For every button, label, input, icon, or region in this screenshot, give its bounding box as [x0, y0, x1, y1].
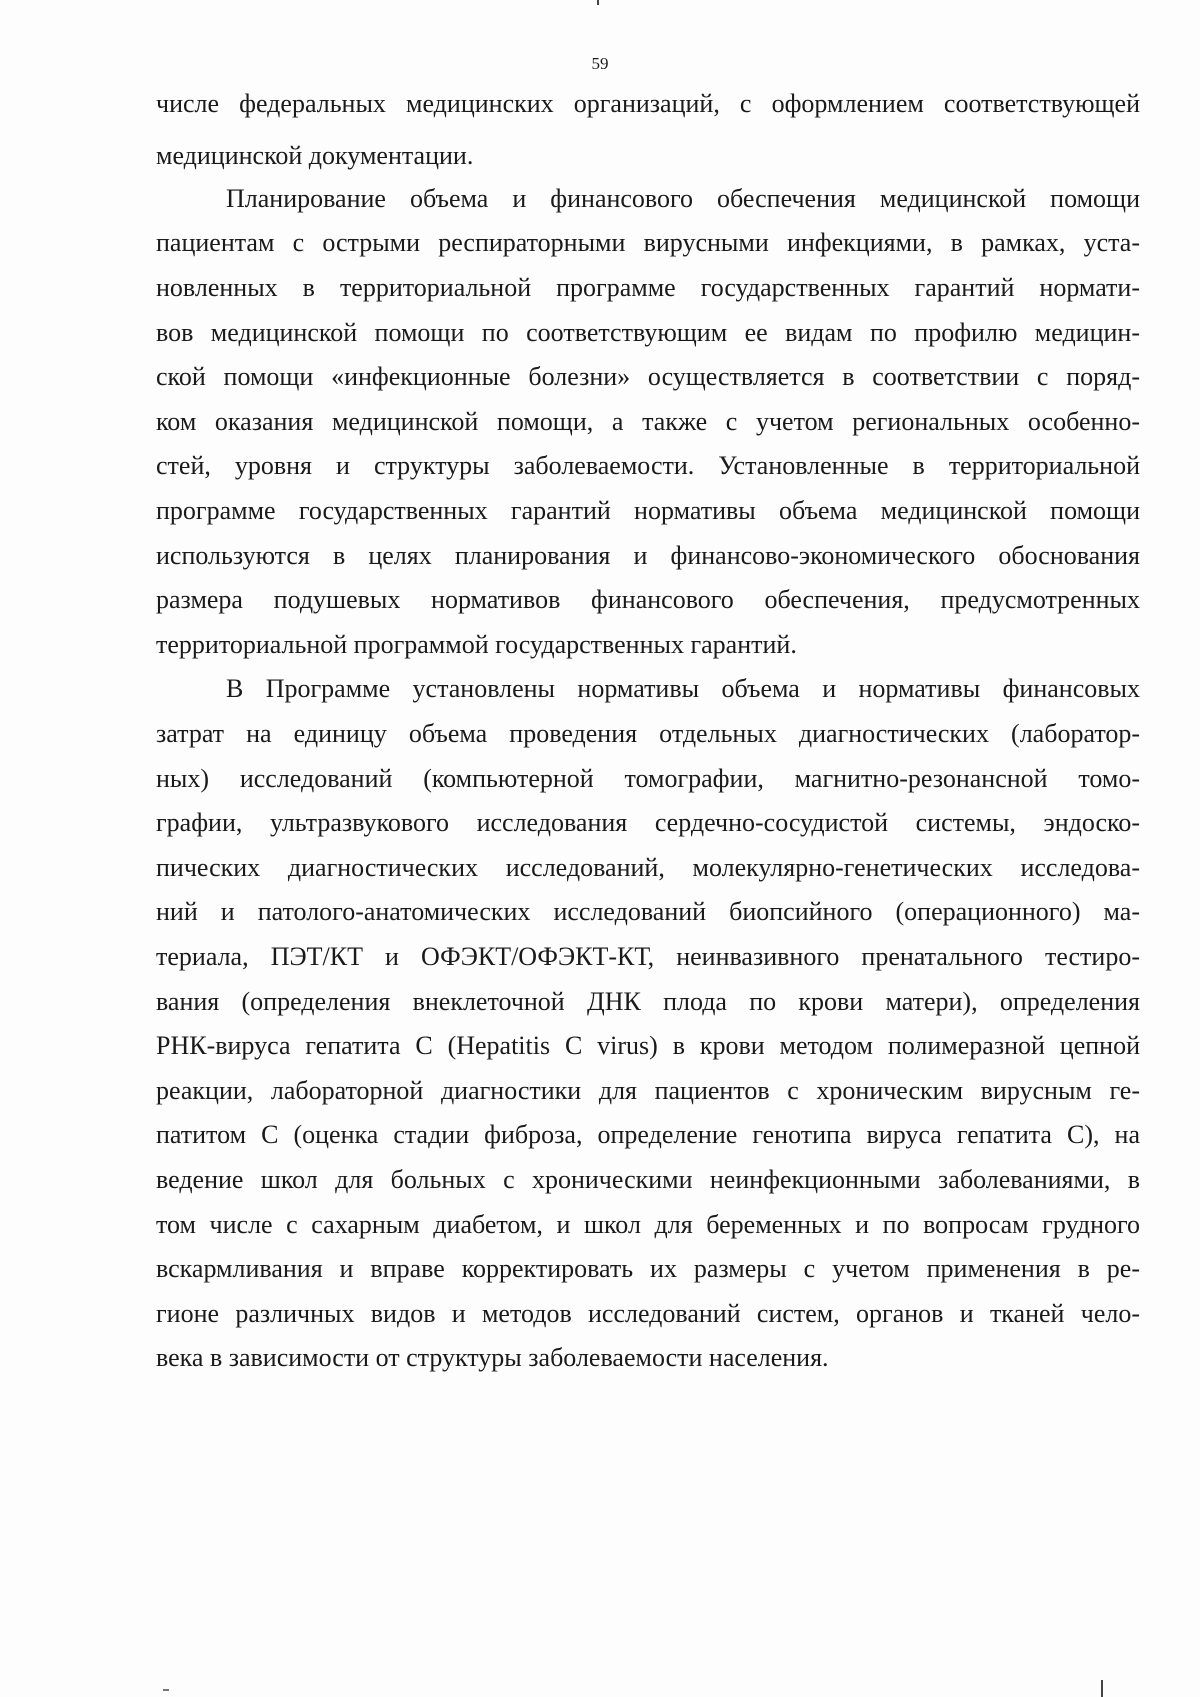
- text-line: медицинской документации.: [156, 141, 474, 170]
- text-line: территориальной программой государственных гарантий.: [156, 630, 797, 659]
- text-line: вания (определения внеклеточной ДНК плода по крови матери), определения: [156, 987, 1140, 1016]
- text-line: том числе с сахарным диабетом, и школ для беременных и по вопросам грудного: [156, 1210, 1140, 1239]
- text-line: гионе различных видов и методов исследований систем, органов и тканей чело-: [156, 1299, 1140, 1328]
- text-line: размера подушевых нормативов финансового обеспечения, предусмотренных: [156, 585, 1140, 614]
- text-line: программе государственных гарантий нормативы объема медицинской помощи: [156, 496, 1140, 525]
- text-line: пациентам с острыми респираторными вирусными инфекциями, в рамках, уста-: [156, 228, 1140, 257]
- text-line: графии, ультразвукового исследования сердечно-сосудистой системы, эндоско-: [156, 808, 1140, 837]
- text-line: пических диагностических исследований, молекулярно-генетических исследова-: [156, 853, 1140, 882]
- text-line: ком оказания медицинской помощи, а также с учетом региональных особенно-: [156, 407, 1140, 436]
- text-line: патитом С (оценка стадии фиброза, определение генотипа вируса гепатита С), на: [156, 1120, 1140, 1149]
- text-line: РНК-вируса гепатита С (Hepatitis C virus) в крови методом полимеразной цепной: [156, 1031, 1140, 1060]
- text-line: реакции, лабораторной диагностики для пациентов с хроническим вирусным ге-: [156, 1076, 1140, 1105]
- text-line: ской помощи «инфекционные болезни» осуществляется в соответствии с поряд-: [156, 362, 1140, 391]
- page-number: 59: [591, 54, 609, 73]
- text-line: Планирование объема и финансового обеспечения медицинской помощи: [226, 184, 1140, 213]
- text-line: века в зависимости от структуры заболеваемости населения.: [156, 1343, 829, 1372]
- text-line: вов медицинской помощи по соответствующим ее видам по профилю медицин-: [156, 318, 1140, 347]
- text-line: териала, ПЭТ/КТ и ОФЭКТ/ОФЭКТ-КТ, неинвазивного пренатального тестиро-: [156, 942, 1140, 971]
- text-line: числе федеральных медицинских организаций, с оформлением соответствующей: [156, 89, 1140, 118]
- scan-mark-bottom-left: [163, 1689, 169, 1691]
- scan-mark-top: [597, 0, 599, 5]
- scan-mark-bottom-right: [1101, 1680, 1103, 1697]
- text-line: вскармливания и вправе корректировать их размеры с учетом применения в ре-: [156, 1254, 1140, 1283]
- text-line: стей, уровня и структуры заболеваемости. Установленные в территориальной: [156, 451, 1140, 480]
- text-line: используются в целях планирования и финансово-экономического обоснования: [156, 541, 1140, 570]
- text-line: затрат на единицу объема проведения отдельных диагностических (лаборатор-: [156, 719, 1140, 748]
- text-line: новленных в территориальной программе государственных гарантий нормати-: [156, 273, 1140, 302]
- text-line: ний и патолого-анатомических исследований биопсийного (операционного) ма-: [156, 897, 1140, 926]
- text-line: ных) исследований (компьютерной томографии, магнитно-резонансной томо-: [156, 764, 1140, 793]
- text-line: ведение школ для больных с хроническими неинфекционными заболеваниями, в: [156, 1165, 1140, 1194]
- text-line: В Программе установлены нормативы объема и нормативы финансовых: [226, 674, 1140, 703]
